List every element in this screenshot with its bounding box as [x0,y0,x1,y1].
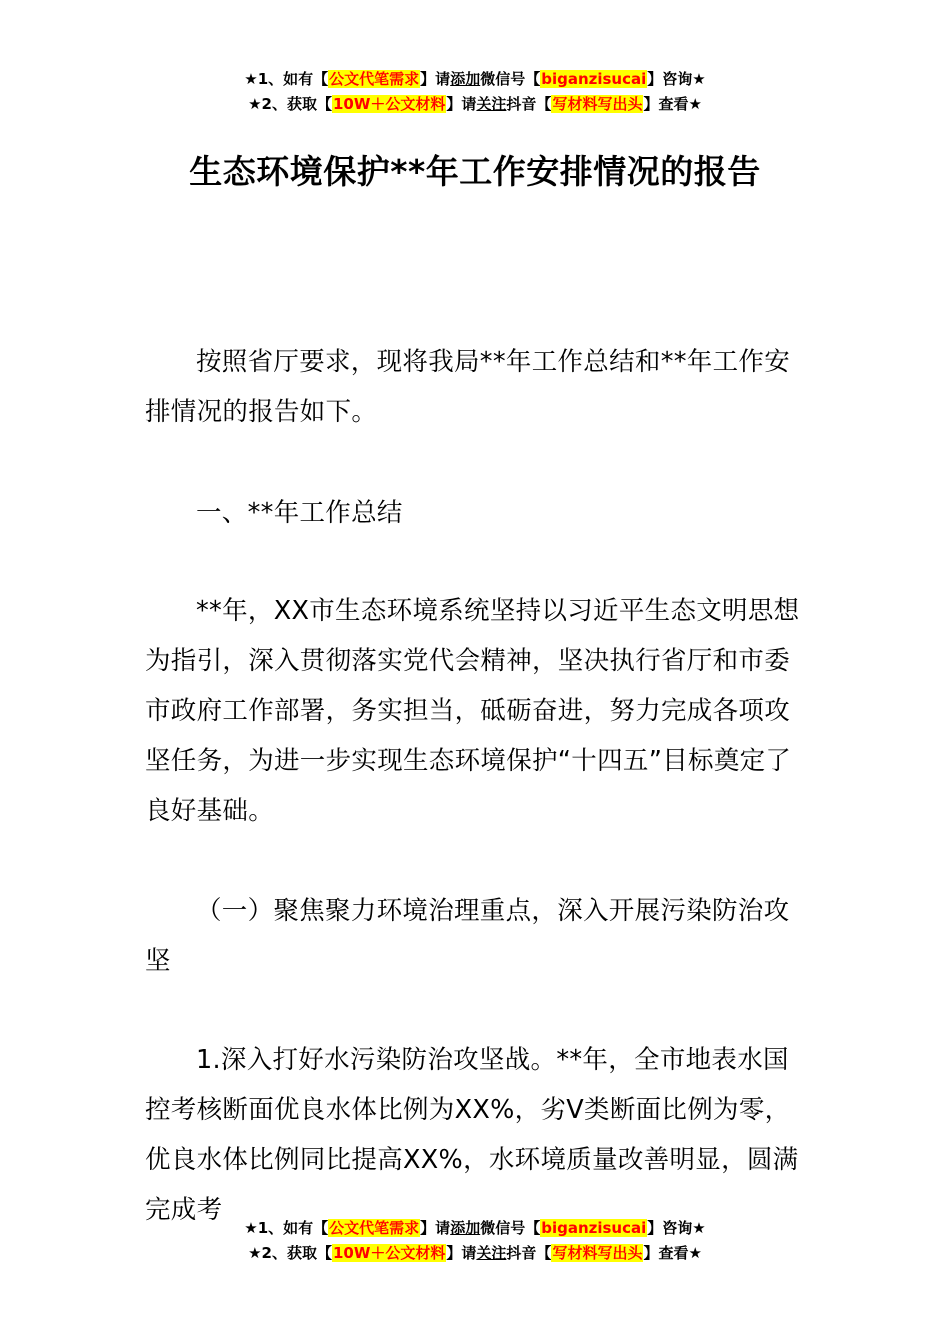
highlight-text: 10W＋公文材料 [332,1244,446,1262]
promo-line-1: ★1、如有【公文代笔需求】请添加微信号【biganzisucai】咨询★ [244,70,706,88]
document-title: 生态环境保护**年工作安排情况的报告 [189,152,761,191]
intro-paragraph: 按照省厅要求，现将我局**年工作总结和**年工作安排情况的报告如下。 [145,347,791,427]
promo-banner-bottom [0,1216,950,1266]
highlight-text: 10W＋公文材料 [332,95,446,113]
section-heading: 一、**年工作总结 [196,498,403,528]
highlight-text: 写材料写出头 [552,1244,643,1262]
highlight-text: 写材料写出头 [552,95,643,113]
highlight-text: 公文代笔需求 [329,1219,420,1237]
highlight-text: 公文代笔需求 [329,70,420,88]
underlined-text: 添加 [450,1219,481,1237]
promo-banner-top [0,67,950,117]
underlined-text: 添加 [450,70,481,88]
underlined-text: 关注 [476,1244,507,1262]
highlight-text: biganzisucai [541,70,647,88]
promo-line-2: ★2、获取【10W＋公文材料】请关注抖音【写材料写出头】查看★ [248,1244,702,1262]
highlight-text: biganzisucai [541,1219,647,1237]
promo-line-1: ★1、如有【公文代笔需求】请添加微信号【biganzisucai】咨询★ [244,1219,706,1237]
body-paragraph: 1.深入打好水污染防治攻坚战。**年，全市地表水国控考核断面优良水体比例为XX%，劣Ⅴ类断面比例为零，优良水体比例同比提高XX%，水环境质量改善明显，圆满完成考 [145,1045,799,1225]
subsection-heading: （一）聚焦聚力环境治理重点，深入开展污染防治攻坚 [145,896,790,976]
summary-paragraph: **年，XX市生态环境系统坚持以习近平生态文明思想为指引，深入贯彻落实党代会精神，坚决执行省厅和市委市政府工作部署，务实担当，砥砺奋进，努力完成各项攻坚任务，为进一步实现生态环境保护“十四五”目标奠定了良好基础。 [145,596,800,826]
underlined-text: 关注 [476,95,507,113]
promo-line-2: ★2、获取【10W＋公文材料】请关注抖音【写材料写出头】查看★ [248,95,702,113]
